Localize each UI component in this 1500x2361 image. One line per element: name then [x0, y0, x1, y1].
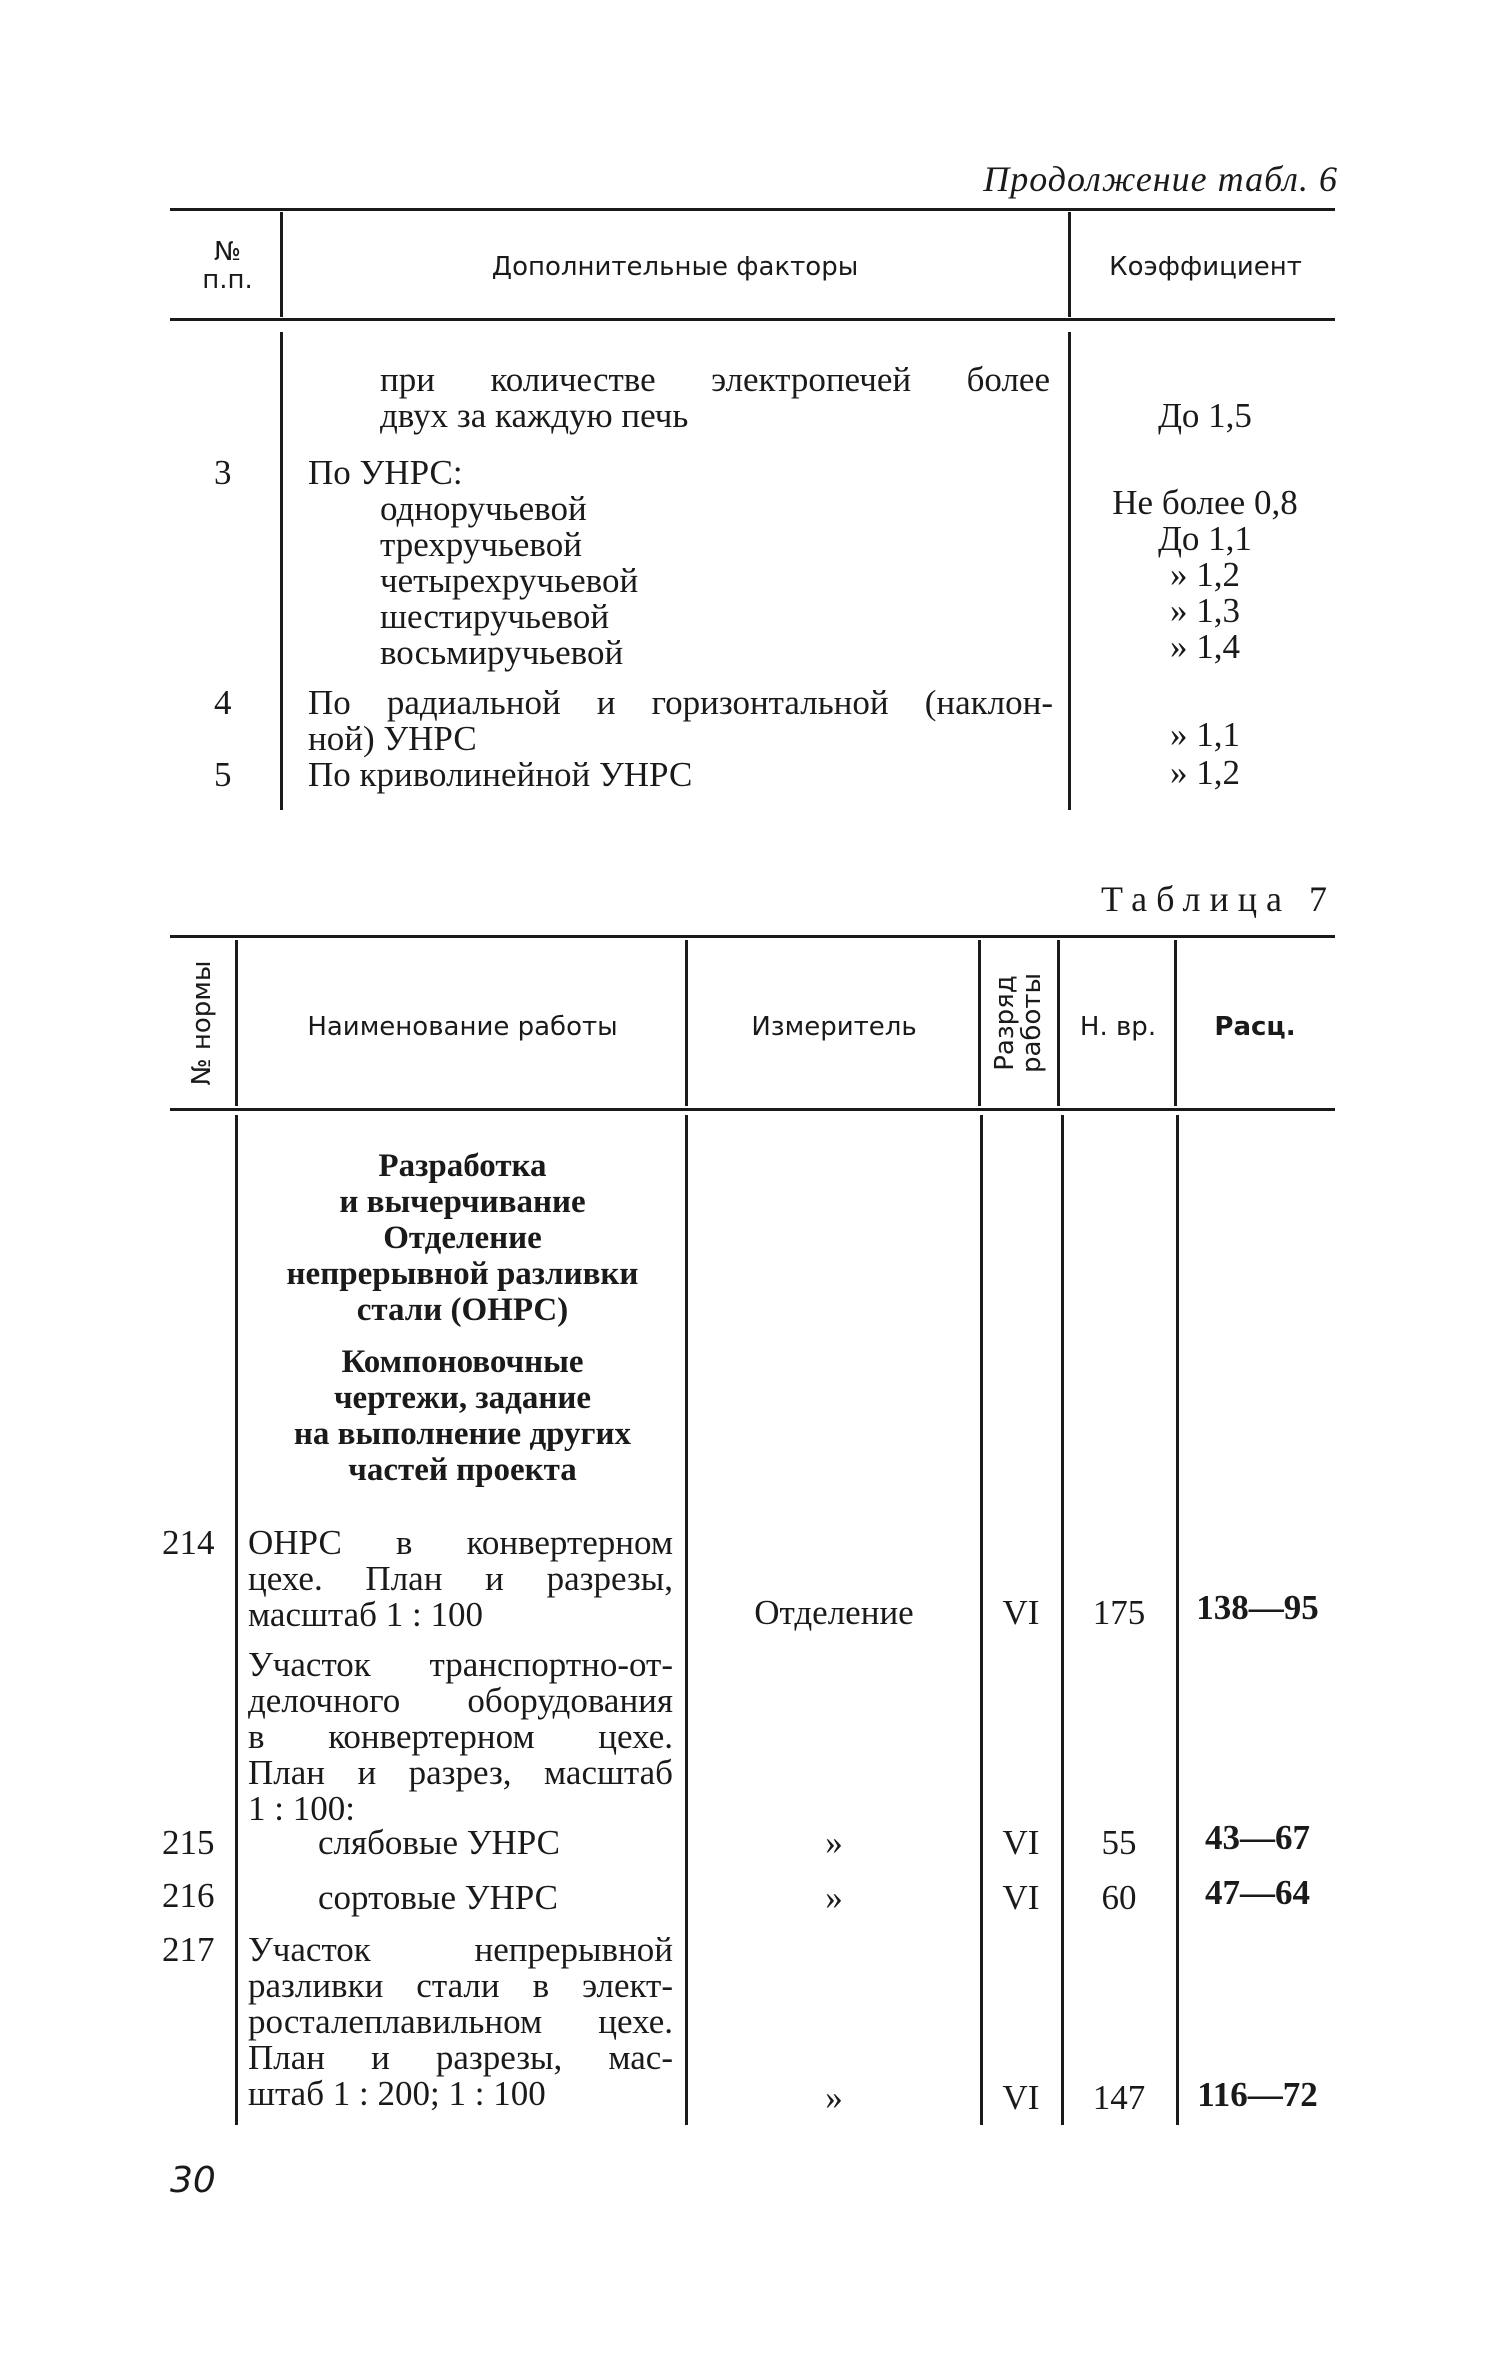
table6-header-rule: [170, 318, 1335, 321]
table6-row-factor-line1: при количестве электропечей более: [380, 360, 1050, 399]
table6-col-divider-1-body: [280, 332, 283, 810]
table6-row4-coef: » 1,1: [1170, 715, 1240, 754]
table7-row216-grade: VI: [1002, 1878, 1040, 1917]
table6-row3-coef-2: До 1,1: [1158, 519, 1252, 558]
row214-line2: цехе. План и разрезы,: [248, 1559, 673, 1598]
row217-line1: Участок непрерывной: [248, 1930, 673, 1969]
table6-row-coef: До 1,5: [1158, 396, 1252, 435]
table6-row3-item-2: трехручьевой: [380, 525, 582, 564]
table6-row3-coef-4: » 1,3: [1170, 591, 1240, 630]
section1-line5: стали (ОНРС): [356, 1292, 569, 1328]
table6-row5-num: 5: [214, 755, 232, 794]
row217-line2: разливки стали в элект-: [248, 1966, 673, 2005]
page-number: 30: [170, 2160, 216, 2201]
table7-body-divider-1: [235, 1115, 238, 2125]
table7-row217-time: 147: [1092, 2078, 1146, 2117]
table7-row216-time: 60: [1101, 1878, 1137, 1917]
table6-row4-line2: ной) УНРС: [308, 719, 477, 758]
table7-header-meter: Измеритель: [751, 1012, 917, 1042]
table6-header-num: [180, 238, 275, 294]
table7-row217-rate: 116—72: [1197, 2075, 1318, 2114]
row217-line3: росталеплавильном цехе.: [248, 2002, 673, 2041]
table7-row214-time: 175: [1092, 1593, 1146, 1632]
table7-body-divider-2: [685, 1115, 688, 2125]
table7-row214-num: 214: [162, 1523, 215, 1562]
table6-row-factor-line2: двух за каждую печь: [380, 396, 689, 435]
table7-group-text: [248, 1647, 673, 1827]
table6-continuation-title: Продолжение табл. 6: [983, 159, 1338, 199]
table7-row216-name: сортовые УНРС: [318, 1878, 559, 1917]
table7-header-name: Наименование работы: [307, 1012, 618, 1042]
table6-row3-item-5: восьмиручьевой: [380, 633, 624, 672]
table6-row5-coef: » 1,2: [1170, 753, 1240, 792]
table6-header-num-line2: п.п.: [202, 265, 253, 295]
table7-hdr-divider-2: [685, 940, 688, 1106]
table7-row215-rate: 43—67: [1205, 1818, 1310, 1857]
table7-top-rule: [170, 935, 1335, 938]
table7-hdr-divider-4: [1057, 940, 1060, 1106]
table6-header-coef: Коэффициент: [1109, 252, 1302, 282]
section2-line2: чертежи, задание: [333, 1380, 592, 1416]
table7-row214-rate: 138—95: [1196, 1588, 1319, 1627]
table6-col-divider-1: [280, 212, 283, 317]
table6-header-factors: Дополнительные факторы: [491, 252, 859, 282]
table7-hdr-divider-3: [978, 940, 981, 1106]
table6-row3-item-4: шестиручьевой: [380, 597, 610, 636]
table7-hdr-divider-1: [235, 940, 238, 1106]
row214-line3: масштаб 1 : 100: [248, 1595, 483, 1634]
table6-row-factor: [380, 362, 1050, 434]
table7-row214-grade: VI: [1002, 1593, 1040, 1632]
table7-hdr-divider-5: [1174, 940, 1177, 1106]
table7-body-divider-5: [1176, 1115, 1179, 2125]
table7-row215-time: 55: [1101, 1823, 1137, 1862]
table6-row4-text: [308, 685, 1053, 757]
table7-header-rule: [170, 1108, 1335, 1111]
table7-row214-name: [248, 1525, 673, 1633]
table6-row3-item-1: одноручьевой: [380, 489, 587, 528]
section2-line1: Компоновочные: [341, 1344, 584, 1380]
table7-row216-meter: »: [825, 1878, 843, 1917]
row217-line5: штаб 1 : 200; 1 : 100: [248, 2074, 546, 2113]
section1-line1: Разработка: [378, 1148, 547, 1184]
table6-header-num-line1: №: [213, 237, 242, 267]
table7-row217-name: [248, 1932, 673, 2112]
table7-title: Таблица 7: [1101, 879, 1336, 919]
row217-line4: План и разрезы, мас-: [248, 2038, 673, 2077]
table7-row215-num: 215: [162, 1823, 215, 1862]
group-line5: 1 : 100:: [248, 1789, 355, 1828]
table6-row3-coef-5: » 1,4: [1170, 627, 1240, 666]
section2-line4: частей проекта: [348, 1452, 577, 1488]
table7-section-heading-2: [240, 1344, 685, 1488]
table7-section-heading-1: [240, 1148, 685, 1328]
table7-header-grade: [992, 973, 1046, 1073]
table7-row217-grade: VI: [1002, 2078, 1040, 2117]
table7-header-time: Н. вр.: [1079, 1012, 1157, 1042]
table6-top-rule: [170, 208, 1335, 211]
table7-row214-meter: Отделение: [754, 1593, 914, 1632]
table6-row5-text: По криволинейной УНРС: [308, 755, 693, 794]
table7-row217-meter: »: [825, 2078, 843, 2117]
section1-line2: и вычерчивание: [339, 1184, 586, 1220]
table7-header-grade-line1: Разряд: [990, 975, 1020, 1071]
table7-row215-grade: VI: [1002, 1823, 1040, 1862]
table7-header-rate: Расц.: [1214, 1012, 1296, 1042]
table7-row215-name: слябовые УНРС: [318, 1823, 561, 1862]
table6-row4-line1: По радиальной и горизонтальной (наклон-: [308, 683, 1053, 722]
group-line1: Участок транспортно-от-: [248, 1645, 673, 1684]
table6-col-divider-2: [1068, 212, 1071, 317]
group-line3: в конвертерном цехе.: [248, 1717, 673, 1756]
row214-line1: ОНРС в конвертерном: [248, 1523, 673, 1562]
group-line4: План и разрез, масштаб: [248, 1753, 673, 1792]
table7-header-num: № нормы: [187, 960, 217, 1086]
table7-row216-rate: 47—64: [1205, 1873, 1310, 1912]
table6-row3-item-3: четырехручьевой: [380, 561, 639, 600]
group-line2: делочного оборудования: [248, 1681, 673, 1720]
table6-row4-num: 4: [214, 683, 232, 722]
section1-line4: непрерывной разливки: [286, 1256, 639, 1292]
table6-row3-num: 3: [214, 453, 232, 492]
table6-col-divider-2-body: [1068, 332, 1071, 810]
table6-row3-coef-1: Не более 0,8: [1112, 483, 1298, 522]
table7-header-grade-line2: работы: [1017, 972, 1047, 1074]
table6-row3-coef-3: » 1,2: [1170, 555, 1240, 594]
table7-row216-num: 216: [162, 1876, 215, 1915]
table7-row217-num: 217: [162, 1930, 215, 1969]
table7-row215-meter: »: [825, 1823, 843, 1862]
section1-line3: Отделение: [383, 1220, 542, 1256]
section2-line3: на выполнение других: [293, 1416, 632, 1452]
table6-row3-title: По УНРС:: [308, 453, 463, 492]
